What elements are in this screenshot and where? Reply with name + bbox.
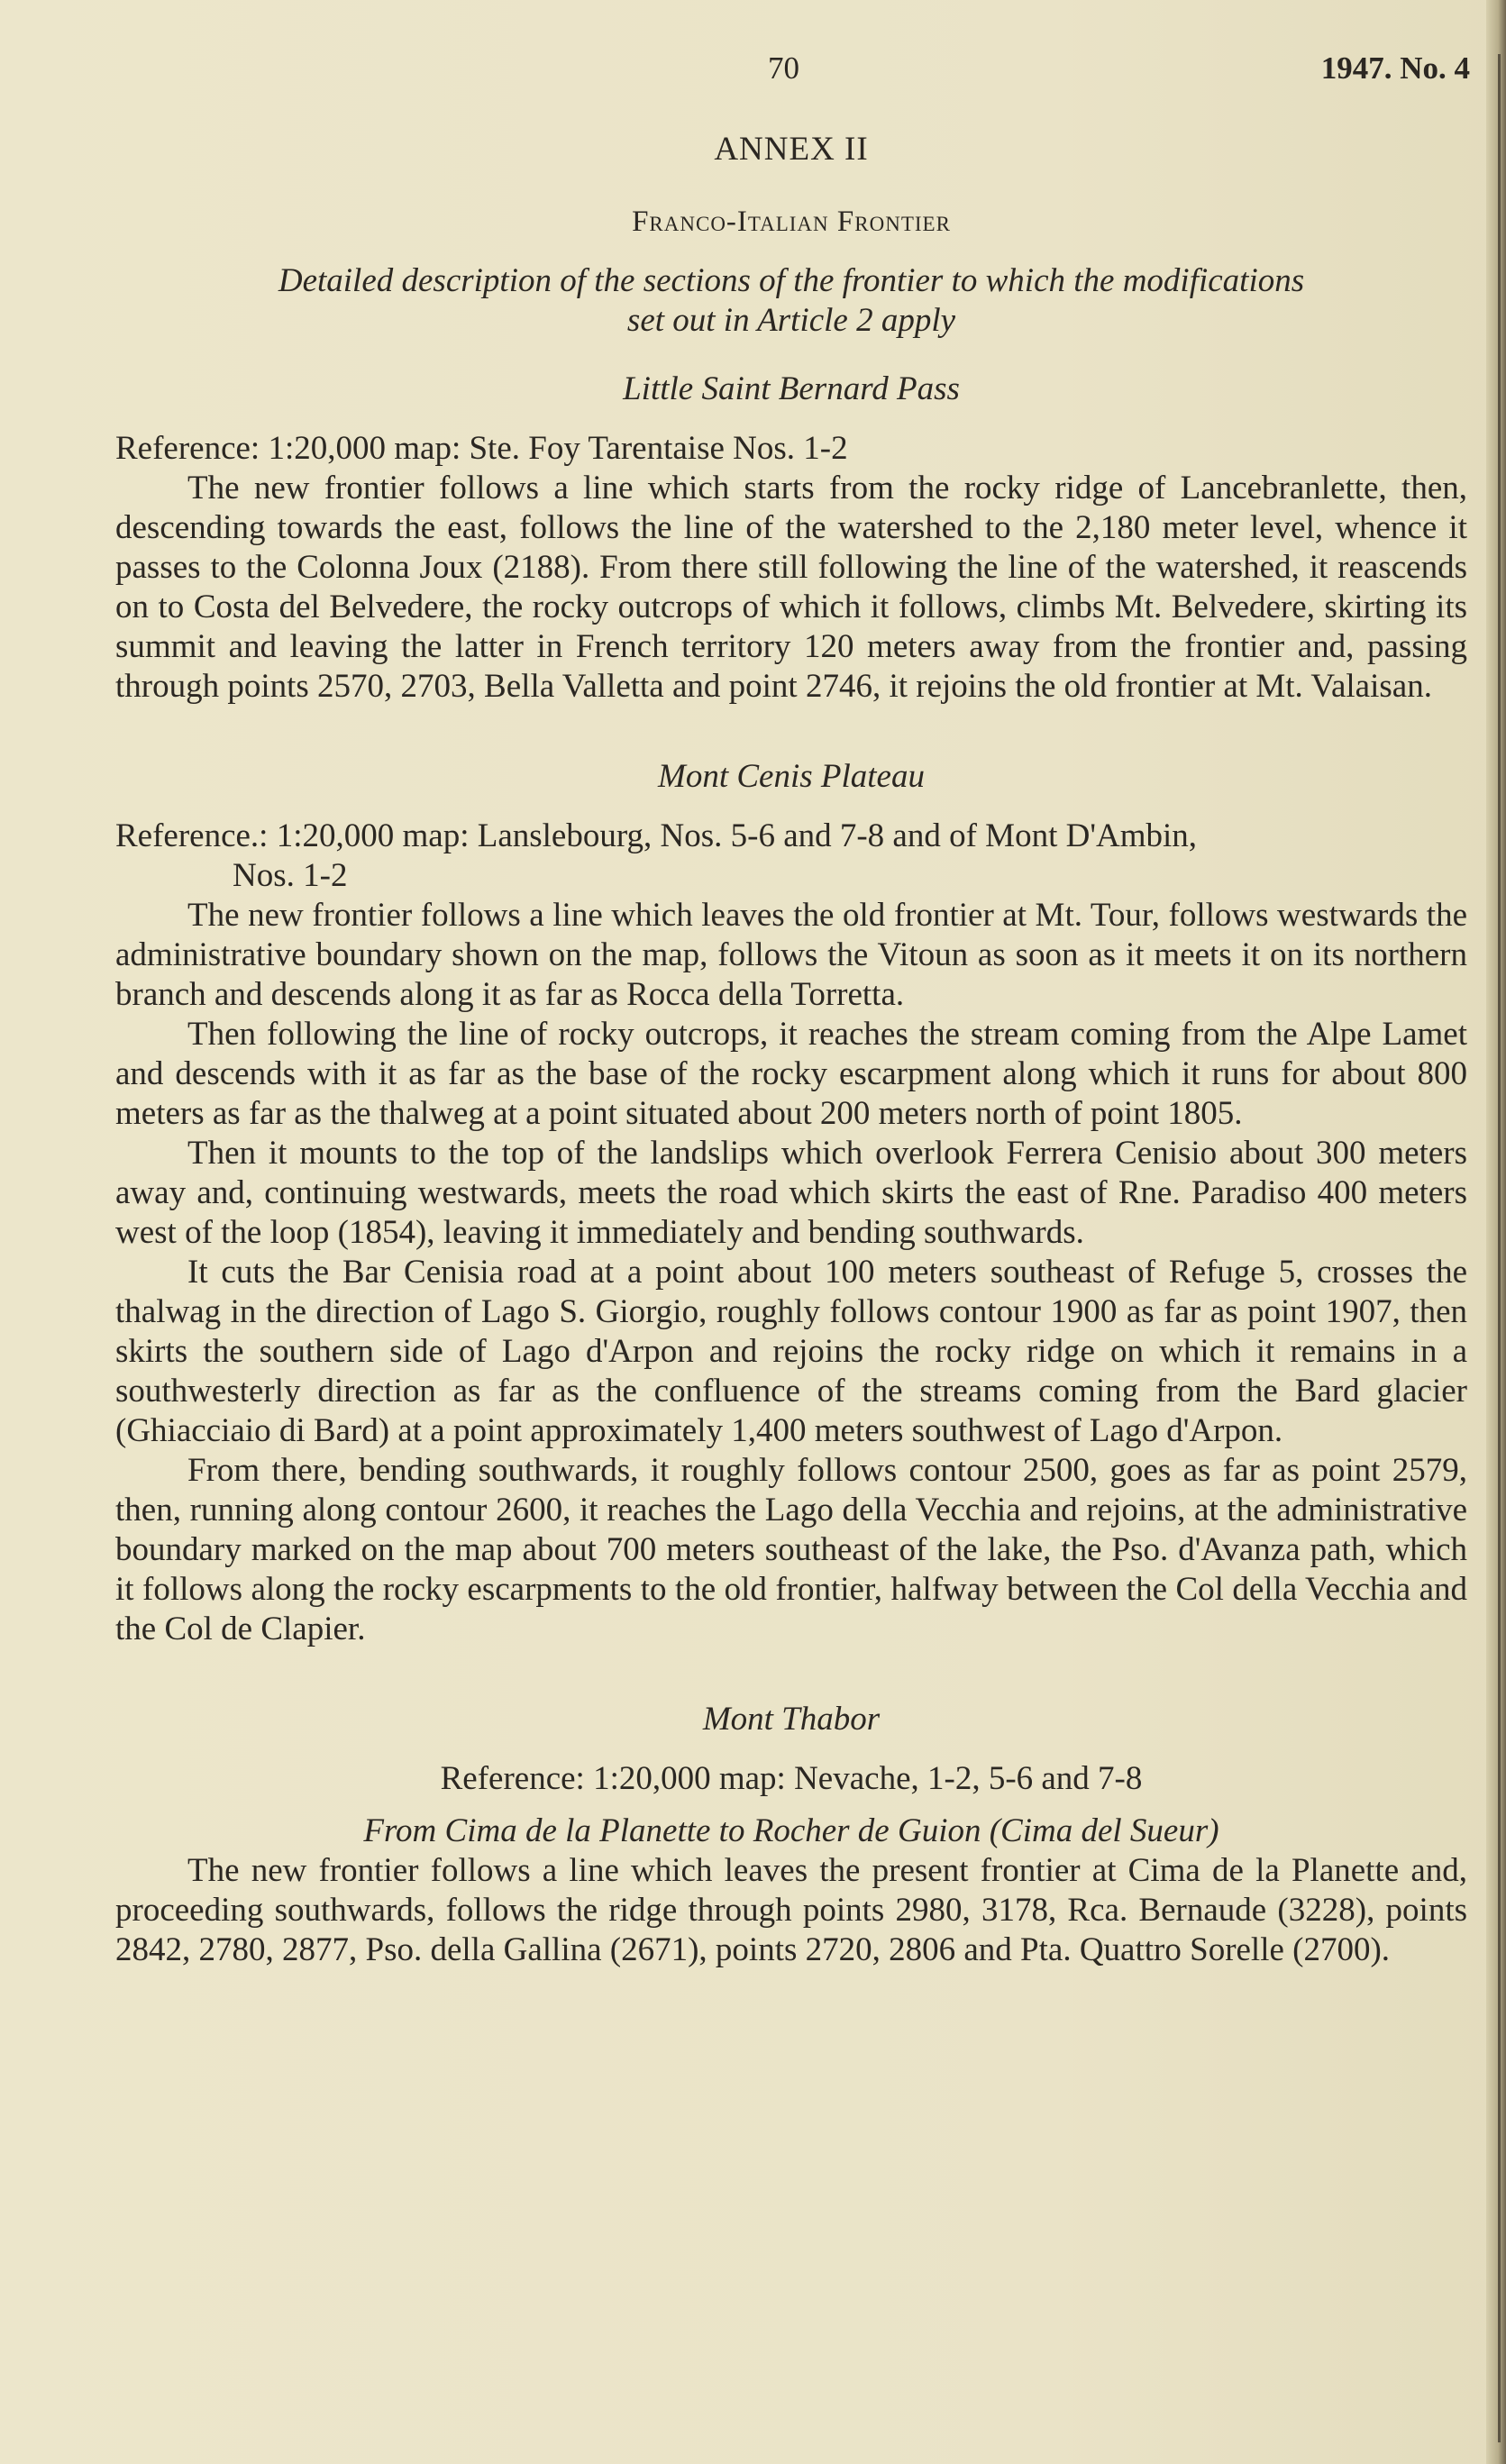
book-spine-shadow (1486, 0, 1506, 2464)
annex-title: Franco-Italian Frontier (632, 205, 951, 238)
paragraph: Then it mounts to the top of the landslips which overlook Ferrera Cenisio about 300 meters away and, continuing westwards, meets the road which skirts the east of Rne. Paradiso 400 meters west of the loop (1854), leaving it immediately and bending southwards. (115, 1135, 1467, 1251)
annex-subtitle (115, 261, 1467, 341)
paragraph: The new frontier follows a line which starts from the rocky ridge of Lancebranlette, then, descending towards the east, follows the line of the watershed to the 2,180 meter level, whence it passes to the Colonna Joux (2188). From there still following the line of the watershed, it reascends on to Costa del Belvedere, the rocky outcrops of which it follows, climbs Mt. Belvedere, skirting its summit and leaving the latter in French territory 120 meters away from the frontier and, passing through points 2570, 2703, Bella Valletta and point 2746, it rejoins the old frontier at Mt. Valaisan. (115, 470, 1467, 705)
section-heading-mont-thabor: Mont Thabor (702, 1701, 881, 1738)
section-reference (115, 1759, 1467, 1799)
section-reference (115, 429, 1467, 469)
section-heading-little-saint-bernard: Little Saint Bernard Pass (623, 370, 960, 407)
paragraph: The new frontier follows a line which leaves the old frontier at Mt. Tour, follows westwards the administrative boundary shown on the map, follows the Vitoun as soon as it meets it on its northern branch and descends along it as far as Rocca della Torretta. (115, 897, 1467, 1013)
page-header (0, 50, 1506, 105)
reference-text: Reference.: 1:20,000 map: Lanslebourg, Nos. 5-6 and 7-8 and of Mont D'Ambin, (115, 817, 1198, 854)
reference-text: Reference: 1:20,000 map: Ste. Foy Tarentaise Nos. 1-2 (115, 430, 848, 467)
paragraph: The new frontier follows a line which leaves the present frontier at Cima de la Planette and, proceeding southwards, follows the ridge through points 2980, 3178, Rca. Bernaude (3228), points 2842, 2780, 2877, Pso. della Gallina (2671), points 2720, 2806 and Pta. Quattro Sorelle (2700). (115, 1852, 1467, 1968)
paragraph: Then following the line of rocky outcrops, it reaches the stream coming from the Alpe Lamet and descends with it as far as the base of the rocky escarpment along which it runs for about 800 meters as far as the thalweg at a point situated about 200 meters north of point 1805. (115, 1016, 1467, 1132)
annex-subtitle-line-2: set out in Article 2 apply (626, 302, 956, 339)
page-content (115, 123, 1467, 1970)
document-reference: 1947. No. 4 (1320, 50, 1470, 86)
reference-text: Reference: 1:20,000 map: Nevache, 1-2, 5-6 and 7-8 (440, 1760, 1143, 1797)
spine-edge-line (1498, 54, 1501, 2442)
paragraph: It cuts the Bar Cenisia road at a point about 100 meters southeast of Refuge 5, crosses the thalwag in the direction of Lago S. Giorgio, roughly follows contour 1900 as far as point 1907, then skirts the southern side of Lago d'Arpon and rejoins the rocky ridge on which it remains in a southwesterly direction as far as the confluence of the streams coming from the Bard glacier (Ghiacciaio di Bard) at a point approximately 1,400 meters southwest of Lago d'Arpon. (115, 1254, 1467, 1449)
section-reference (115, 817, 1467, 896)
paragraph: From there, bending southwards, it roughly follows contour 2500, goes as far as point 2579, then, running along contour 2600, it reaches the Lago della Vecchia and rejoins, at the administrative boundary marked on the map about 700 meters southeast of the lake, the Pso. d'Avanza path, which it follows along the rocky escarpments to the old frontier, halfway between the Col della Vecchia and the Col de Clapier. (115, 1452, 1467, 1647)
subsection-heading: From Cima de la Planette to Rocher de Guion (Cima del Sueur) (363, 1812, 1219, 1849)
section-heading-mont-cenis: Mont Cenis Plateau (658, 758, 925, 795)
page-number: 70 (768, 50, 799, 86)
annex-subtitle-line-1: Detailed description of the sections of the frontier to which the modifications (278, 262, 1305, 299)
annex-label: ANNEX II (714, 131, 869, 168)
reference-continuation: Nos. 1-2 (233, 857, 348, 894)
